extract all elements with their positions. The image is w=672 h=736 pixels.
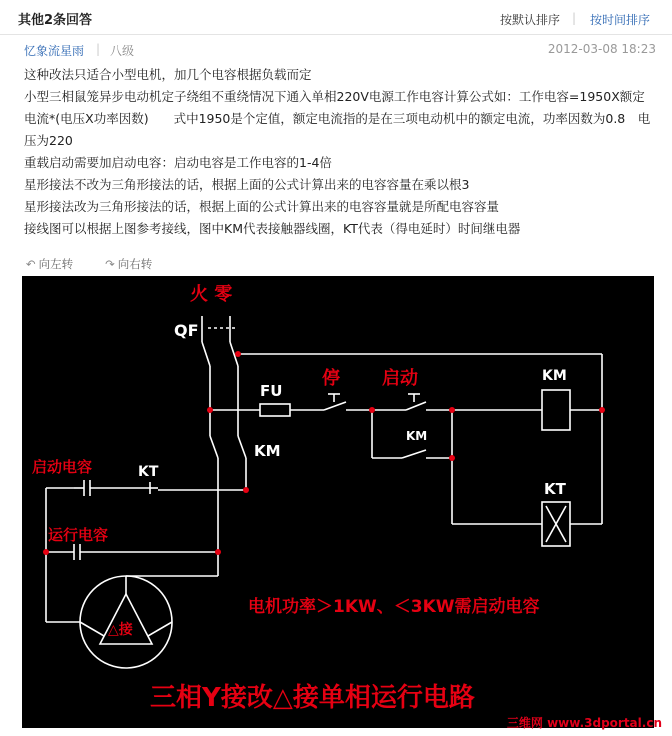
power-note: 电机功率＞1KW、＜3KW需启动电容 [248, 597, 540, 617]
diagram-labels [32, 283, 567, 713]
answer-date: 2012-03-08 18:23 [547, 42, 656, 56]
diagram-title: 三相Y接改△接单相运行电路 [150, 683, 475, 713]
stop-label: 停 [322, 368, 340, 389]
user-level: 八级 [110, 44, 135, 58]
answer-username[interactable]: 忆象流星雨 [24, 44, 85, 58]
sort-separator: | [572, 11, 577, 25]
rotate-left-icon: ↶ [26, 257, 36, 271]
answer-paragraph: 接线图可以根据上图参考接线，图中KM代表接触器线圈，KT代表（得电延时）时间继电器 [24, 221, 521, 236]
answer-paragraph: 星形接法改为三角形接法的话，根据上面的公式计算出来的电容容量就是所配电容容量 [24, 199, 500, 214]
rotate-right-button[interactable] [105, 256, 168, 272]
rotate-left-label: 向左转 [38, 257, 74, 271]
answer-paragraph: 小型三相鼠笼异步电动机定子绕组不重绕情况下通入单相220V电源工作电容计算公式如：工作电容=1950X额定电流*(电压X功率因数) 式中1950是个定值，额定电流指的是在三项电动机中的额定电流，功率因数为0.8 电压为220 [24, 89, 651, 148]
watermark: 三维网 www.3dportal.cn [506, 716, 662, 730]
meta-separator: | [96, 42, 101, 56]
kt-contact-label: KT [138, 464, 159, 480]
rotate-left-button[interactable] [26, 256, 89, 272]
sort-time-link[interactable]: 按时间排序 [590, 13, 651, 27]
answer-paragraph: 重载启动需要加启动电容：启动电容是工作电容的1-4倍 [24, 155, 332, 170]
delta-label: △接 [108, 622, 133, 638]
run-capacitor-label: 运行电容 [48, 526, 109, 544]
km-main-label: KM [254, 442, 281, 460]
image-rotate-controls [26, 256, 184, 274]
wiring-diagram-image[interactable] [22, 276, 654, 728]
km-coil-label: KM [542, 368, 567, 384]
km-aux-label: KM [406, 429, 428, 443]
answer-paragraph: 这种改法只适合小型电机，加几个电容根据负载而定 [24, 67, 312, 82]
answers-header [0, 0, 672, 35]
live-neutral-label: 火 零 [190, 284, 233, 305]
rotate-right-icon: ↷ [105, 257, 115, 271]
answer-paragraph: 星形接法不改为三角形接法的话，根据上面的公式计算出来的电容容量在乘以根3 [24, 177, 470, 192]
sort-default-link[interactable]: 按默认排序 [500, 13, 561, 27]
qf-label: QF [174, 321, 199, 340]
kt-coil-label: KT [544, 480, 566, 498]
start-capacitor-label: 启动电容 [32, 458, 93, 476]
start-label: 启动 [382, 368, 418, 389]
answer-meta [0, 40, 672, 62]
rotate-right-label: 向右转 [117, 257, 153, 271]
fu-label: FU [260, 382, 283, 400]
answers-count-title: 其他2条回答 [18, 13, 93, 28]
answer-body [24, 64, 654, 240]
